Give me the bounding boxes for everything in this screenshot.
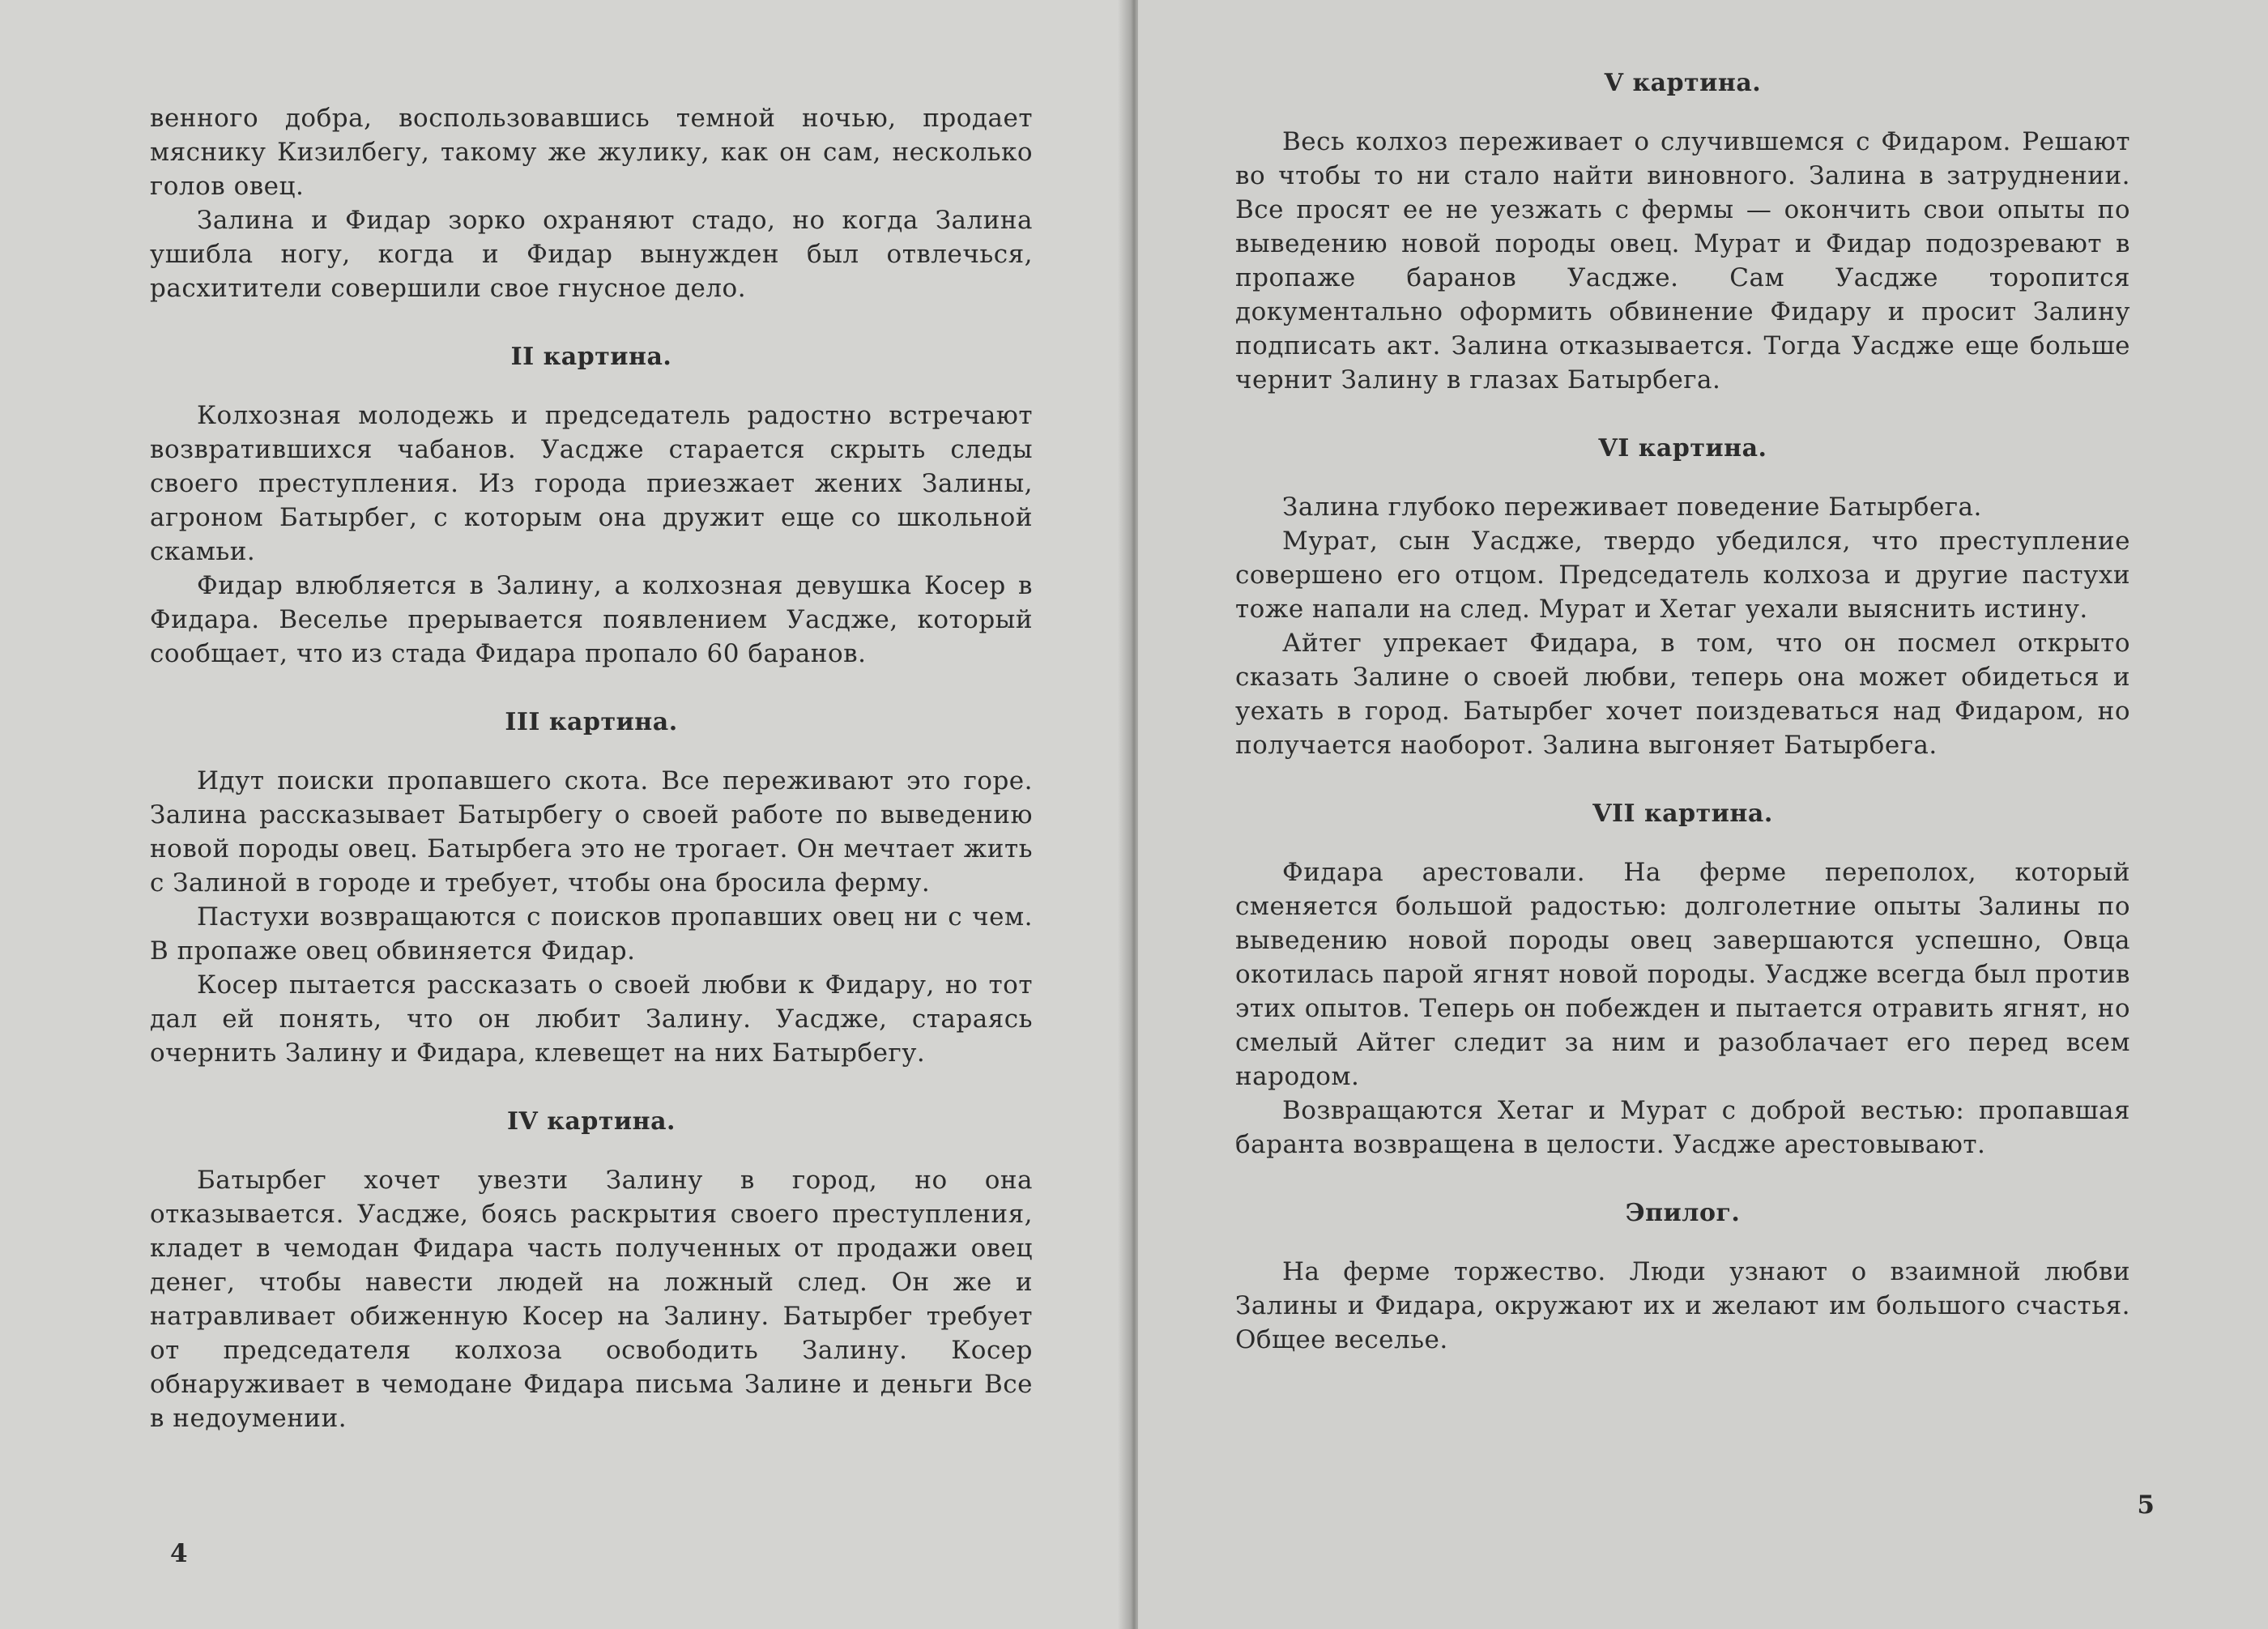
paragraph: Залина глубоко переживает поведение Батырбега. bbox=[1282, 493, 1982, 522]
section-heading: III картина. bbox=[505, 708, 678, 736]
paragraph: Пастухи возвращаются с поисков пропавших овец ни с чем. В пропаже овец обвиняется Фидар. bbox=[150, 902, 1033, 966]
paragraph: Мурат, сын Уасдже, твердо убедился, что преступление совершено его отцом. Председатель колхоза и другие пастухи тоже напали на след. Мурат и Хетаг уехали выяснить истину. bbox=[1235, 527, 2130, 624]
paragraph: Залина и Фидар зорко охраняют стадо, но когда Залина ушибла ногу, когда и Фидар вынужден был отвлечься, расхитители совершили свое гнусное дело. bbox=[150, 206, 1033, 303]
paragraph: Батырбег хочет увезти Залину в город, но она отказывается. Уасдже, боясь раскрытия своего преступления, кладет в чемодан Фидара часть полученных от продажи овец денег, чтобы навести людей на ложный след. Он же и натравливает обиженную Косер на Залину. Батырбег требует от председателя колхоза освободить Залину. Косер обнаруживает в чемодане Фидара письма Залине и деньги Все в недоумении. bbox=[150, 1166, 1033, 1433]
paragraph: Айтег упрекает Фидара, в том, что он посмел открыто сказать Залине о своей любви, теперь она может обидеться и уехать в город. Батырбег хочет поиздеваться над Фидаром, но получается наоборот. Залина выгоняет Батырбега. bbox=[1235, 629, 2130, 760]
paragraph: Фидар влюбляется в Залину, а колхозная девушка Косер в Фидара. Веселье прерывается появлением Уасдже, который сообщает, что из стада Фидара пропало 60 баранов. bbox=[150, 571, 1033, 668]
paragraph: Идут поиски пропавшего скота. Все переживают это горе. Залина рассказывает Батырбегу о своей работе по выведению новой породы овец. Батырбега это не трогает. Он мечтает жить с Залиной в городе и требует, чтобы она бросила ферму. bbox=[150, 766, 1033, 898]
page-number: 4 bbox=[170, 1539, 188, 1568]
paragraph: венного добра, воспользовавшись темной ночью, продает мяснику Кизилбегу, такому же жулику, как он сам, несколько голов овец. bbox=[150, 104, 1033, 201]
paragraph: Возвращаются Хетаг и Мурат с доброй вестью: пропавшая баранта возвращена в целости. Уасдже арестовывают. bbox=[1235, 1096, 2130, 1159]
section-heading: VI картина. bbox=[1598, 434, 1767, 463]
paragraph: На ферме торжество. Люди узнают о взаимной любви Залины и Фидара, окружают их и желают им большого счастья. Общее веселье. bbox=[1235, 1257, 2130, 1354]
page-number: 5 bbox=[2137, 1490, 2155, 1520]
section-heading: VII картина. bbox=[1592, 800, 1773, 828]
paragraph: Колхозная молодежь и председатель радостно встречают возвратившихся чабанов. Уасдже старается скрыть следы своего преступления. Из города приезжает жених Залины, агроном Батырбег, с которым она дружит еще со школьной скамьи. bbox=[150, 401, 1033, 566]
section-heading: Эпилог. bbox=[1625, 1199, 1741, 1227]
section-heading: IV картина. bbox=[506, 1107, 676, 1136]
right-page bbox=[1138, 0, 2268, 1629]
paragraph: Косер пытается рассказать о своей любви к Фидару, но тот дал ей понять, что он любит Залину. Уасдже, стараясь очернить Залину и Фидара, клевещет на них Батырбегу. bbox=[150, 970, 1033, 1068]
paragraph: Весь колхоз переживает о случившемся с Фидаром. Решают во чтобы то ни стало найти виновного. Залина в затруднении. Все просят ее не уезжать с фермы — окончить свои опыты по выведению новой породы овец. Мурат и Фидар подозревают в пропаже баранов Уасдже. Сам Уасдже торопится документально оформить обвинение Фидару и просит Залину подписать акт. Залина отказывается. Тогда Уасдже еще больше чернит Залину в глазах Батырбега. bbox=[1235, 127, 2130, 394]
section-heading: V картина. bbox=[1604, 69, 1762, 97]
paragraph: Фидара арестовали. На ферме переполох, который сменяется большой радостью: долголетние опыты Залины по выведению новой породы овец завершаются успешно, Овца окотилась парой ягнят новой породы. Уасдже всегда был против этих опытов. Теперь он побежден и пытается отравить ягнят, но смелый Айтег следит за ним и разоблачает его перед всем народом. bbox=[1235, 858, 2130, 1091]
section-heading: II картина. bbox=[510, 343, 672, 371]
left-page bbox=[0, 0, 1130, 1629]
